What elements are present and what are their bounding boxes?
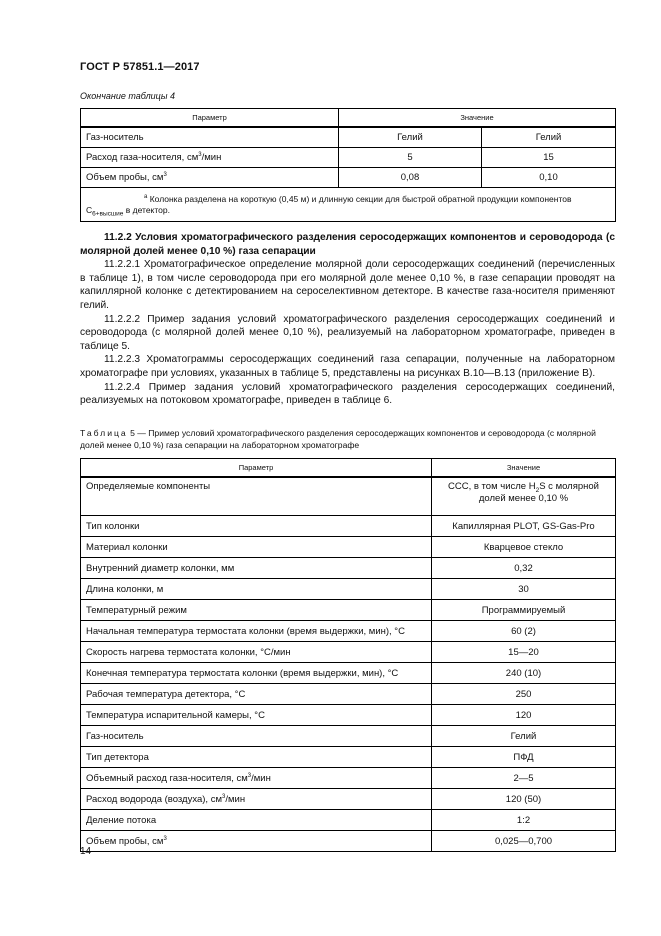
row-param: Тип колонки [81,516,432,537]
row-param: Температурный режим [81,600,432,621]
table-row [81,558,616,579]
row-value: Кварцевое стекло [432,537,616,558]
row-value: 60 (2) [432,621,616,642]
row-value: 120 (50) [432,789,616,810]
document-header: ГОСТ Р 57851.1—2017 [80,61,200,73]
row-value: Программируемый [432,600,616,621]
row-value: 0,10 [482,168,616,188]
row-value: 120 [432,705,616,726]
row-param: Объем пробы, $см^3$ [81,168,339,188]
table-row [81,726,616,747]
row-value: 0,32 [432,558,616,579]
row-value: 250 [432,684,616,705]
table-row [81,168,616,188]
row-param: Температура испарительной камеры, °С [81,705,432,726]
row-value: Капиллярная PLOT, GS-Gas-Pro [432,516,616,537]
paragraph: 11.2.2.2 Пример задания условий хроматографического разделения серосодержащих соединений и сероводорода (с молярной долей менее 0,10 %), реализуемый на лабораторном хроматографе, приведен в таблице 5. [80,313,615,352]
table-row [81,831,616,852]
table4-caption: Окончание таблицы 4 [80,91,175,101]
row-param: Тип детектора [81,747,432,768]
column-header-param: Параметр [81,109,339,128]
row-param: Деление потока [81,810,432,831]
row-param: Начальная температура термостата колонки (время выдержки, мин), °С [81,621,432,642]
table-row [81,747,616,768]
table-row [81,705,616,726]
row-value: 0,08 [339,168,482,188]
column-header-value: Значение [432,459,616,478]
row-value: 0,025—0,700 [432,831,616,852]
table-note-row [81,188,616,222]
row-param: Газ-носитель [81,127,339,148]
row-param: Конечная температура термостата колонки (время выдержки, мин), °С [81,663,432,684]
row-param: Объем пробы, $см^3$ [81,831,432,852]
row-param: Длина колонки, м [81,579,432,600]
row-value: Гелий [339,127,482,148]
row-value: 30 [432,579,616,600]
column-header-value: Значение [339,109,616,128]
row-value: 1:2 [432,810,616,831]
table-row [81,516,616,537]
paragraph: 11.2.2.3 Хроматограммы серосодержащих соединений газа сепарации, полученные на лабораторном хроматографе при условиях, указанных в таблице 5, представлены на рисунках В.10—В.13 (приложение В). [80,354,615,379]
column-header-param: Параметр [81,459,432,478]
table-row [81,127,616,148]
section-11-2-2 [80,231,615,408]
page-number: 14 [80,846,92,857]
table-row [81,810,616,831]
table-row [81,789,616,810]
table5-caption: Таблица 5 — Пример условий хроматографического разделения серосодержащих компонентов и сероводорода (с молярной долей менее 0,10 %) газа сепарации на лабораторном хроматографе [80,428,596,450]
table-row [81,537,616,558]
row-value: ССС, в том числе $H_2S$ с молярной долей менее 0,10 % [432,477,616,516]
row-param: Внутренний диаметр колонки, мм [81,558,432,579]
row-value: Гелий [482,127,616,148]
row-value: ПФД [432,747,616,768]
paragraph: 11.2.2.4 Пример задания условий хроматографического разделения серосодержащих соединений, реализуемых на потоковом хроматографе, приведен в таблице 6. [80,381,615,407]
row-param: Скорость нагрева термостата колонки, °С/мин [81,642,432,663]
row-param: Расход водорода (воздуха), $см^3$/мин [81,789,432,810]
table-header-row [81,109,616,128]
table-row [81,768,616,789]
row-value: 5 [339,148,482,168]
table-row [81,663,616,684]
table-row [81,600,616,621]
paragraph: 11.2.2.1 Хроматографическое определение молярной доли серосодержащих соединений (перечисленных в таблице 1), в том числе сероводорода при его молярной доле менее 0,10 %, в газе сепарации проводят на капиллярной колонке с детектированием на сероселективном детекторе. В качестве газа-носителя применяют гелий. [80,259,615,311]
table-row [81,579,616,600]
table-row [81,621,616,642]
table-4 [80,108,616,222]
row-value: Гелий [432,726,616,747]
table-footnote: $^а$ Колонка разделена на короткую (0,45 м) и длинную секции для быстрой обратной продукции компонентов $С_{6+высшие}$ в детектор. [81,188,616,222]
row-value: 240 (10) [432,663,616,684]
row-param: Определяемые компоненты [81,477,432,516]
row-param: Рабочая температура детектора, °С [81,684,432,705]
table-row [81,642,616,663]
table-5 [80,458,616,852]
table-row [81,477,616,516]
section-title: 11.2.2 Условия хроматографического разделения серосодержащих компонентов и сероводорода (с молярной долей менее 0,10 %) газа сепарации [80,232,615,257]
table-row [81,148,616,168]
table-header-row [81,459,616,478]
table-row [81,684,616,705]
row-param: Газ-носитель [81,726,432,747]
row-value: 15—20 [432,642,616,663]
row-param: Материал колонки [81,537,432,558]
row-param: Расход газа-носителя, $см^3$/мин [81,148,339,168]
row-param: Объемный расход газа-носителя, $см^3$/мин [81,768,432,789]
row-value: 2—5 [432,768,616,789]
row-value: 15 [482,148,616,168]
